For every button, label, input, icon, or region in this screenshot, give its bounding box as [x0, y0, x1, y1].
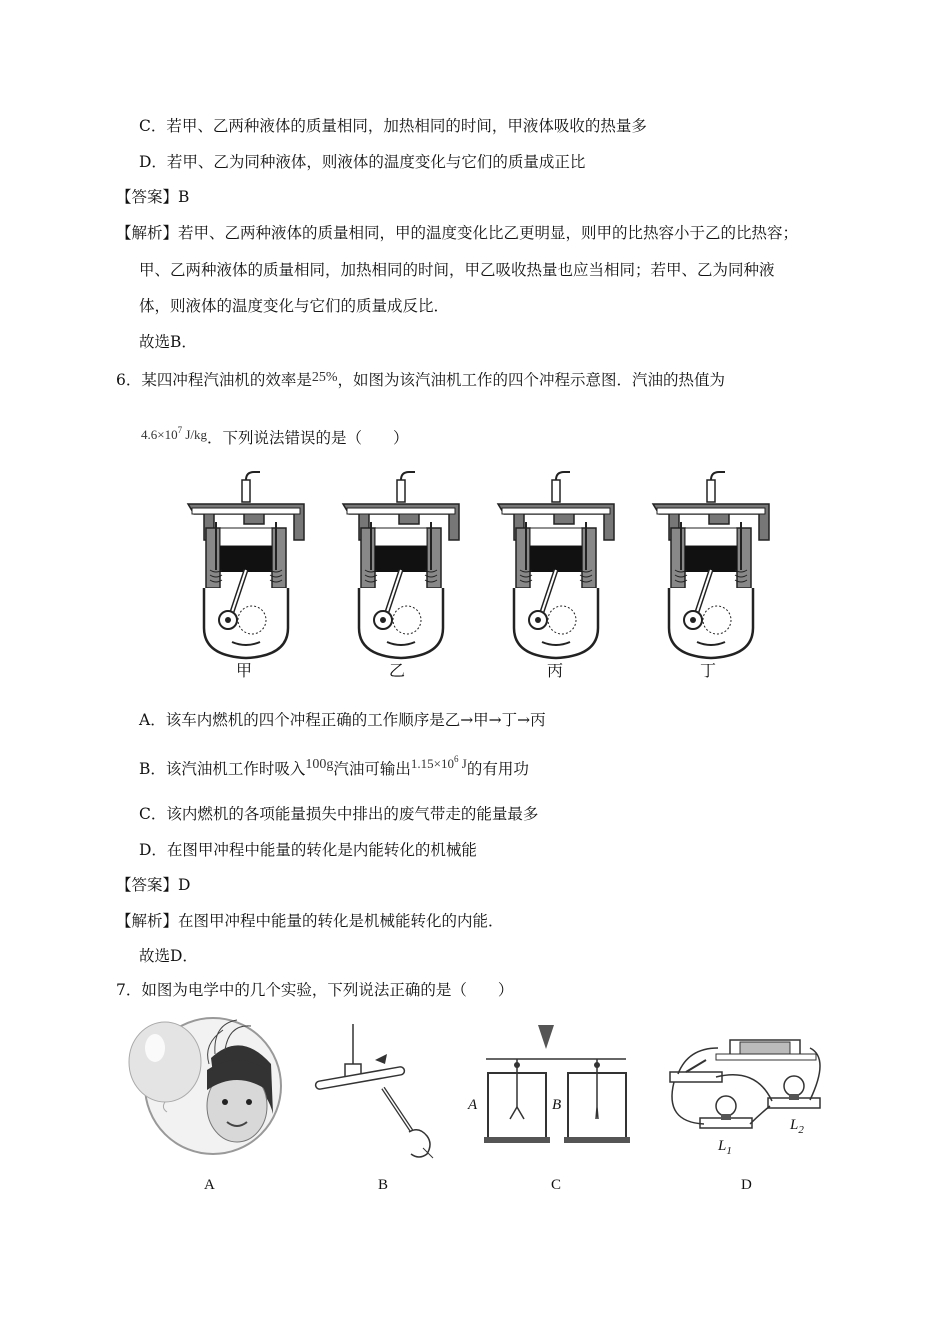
- q5-conclusion: 故选B．: [139, 333, 197, 351]
- engine-bing: [498, 472, 614, 658]
- engine-label-ding: 丁: [700, 661, 717, 680]
- heat-value: [141, 427, 207, 442]
- useful-work-exponent: 6: [454, 754, 459, 764]
- useful-work: [411, 756, 467, 771]
- engine-yi: [343, 472, 459, 658]
- heat-value-base: 4.6×10: [141, 427, 178, 442]
- q6-stem-line2: [141, 420, 409, 448]
- figure-d-circuit: [660, 1030, 830, 1155]
- q5-analysis-line3: 体，则液体的温度变化与它们的质量成反比．: [139, 297, 450, 315]
- q6-option-b-part2: 汽油可输出: [333, 760, 411, 778]
- engine-strokes-figure: [180, 470, 780, 670]
- bulb-l1-sub: 1: [726, 1145, 732, 1157]
- figure-a-balloon-hair: [125, 1010, 285, 1160]
- q6-stem-line1: [116, 368, 725, 390]
- engine-label-jia: 甲: [236, 661, 253, 680]
- figure-label-a: A: [204, 1177, 215, 1193]
- q7-stem: 7．如图为电学中的几个实验，下列说法正确的是（ ）: [116, 981, 514, 999]
- q6-option-b-part3: 的有用功: [466, 760, 529, 778]
- figure-label-b: B: [378, 1177, 389, 1193]
- electroscope-label-b: B: [552, 1097, 562, 1113]
- bulb-label-l1: [718, 1138, 732, 1157]
- figure-label-d: D: [741, 1177, 752, 1193]
- q6-stem-part3: ．下列说法错误的是（ ）: [207, 429, 409, 447]
- q6-conclusion: 故选D．: [139, 947, 198, 965]
- q5-option-d: D．若甲、乙为同种液体，则液体的温度变化与它们的质量成正比: [139, 153, 586, 171]
- q6-stem-part1: 6．某四冲程汽油机的效率是: [116, 371, 312, 389]
- figure-label-c: C: [551, 1177, 562, 1193]
- efficiency-value: 25%: [311, 370, 338, 385]
- bulb-l2-letter: L: [790, 1117, 799, 1133]
- heat-value-exponent: 7: [177, 425, 183, 435]
- q6-option-d: D．在图甲冲程中能量的转化是内能转化的机械能: [139, 841, 477, 859]
- q6-stem-part2: ，如图为该汽油机工作的四个冲程示意图．汽油的热值为: [337, 371, 726, 389]
- engine-ding: [653, 472, 769, 658]
- q5-answer: 【答案】B: [116, 188, 190, 206]
- q5-analysis-line2: 甲、乙两种液体的质量相同，加热相同的时间，甲乙吸收热量也应当相同；若甲、乙为同种液: [139, 261, 775, 279]
- bulb-l2-sub: 2: [798, 1124, 804, 1136]
- bulb-l1-letter: L: [718, 1138, 727, 1154]
- q5-option-c: C．若甲、乙两种液体的质量相同，加热相同的时间，甲液体吸收的热量多: [139, 117, 647, 135]
- useful-work-base: 1.15×10: [410, 756, 455, 771]
- engine-jia: [188, 472, 304, 658]
- figure-b-suspended-rod: [305, 1020, 445, 1165]
- figure-c-electroscopes: [460, 1015, 640, 1150]
- q6-option-b-part1: B．该汽油机工作时吸入: [139, 760, 306, 778]
- q6-option-a: A．该车内燃机的四个冲程正确的工作顺序是乙→甲→丁→丙: [139, 711, 546, 729]
- q6-option-c: C．该内燃机的各项能量损失中排出的废气带走的能量最多: [139, 805, 539, 823]
- electroscope-label-a: A: [468, 1097, 478, 1113]
- q6-answer: 【答案】D: [116, 876, 191, 894]
- engine-label-bing: 丙: [547, 661, 564, 680]
- heat-value-unit: J/kg: [182, 427, 208, 442]
- q6-analysis: 【解析】在图甲冲程中能量的转化是机械能转化的内能．: [116, 912, 504, 930]
- useful-work-unit: J: [458, 756, 467, 771]
- q5-analysis-line1: 【解析】若甲、乙两种液体的质量相同，甲的温度变化比乙更明显，则甲的比热容小于乙的比热容；: [116, 224, 799, 242]
- engine-label-yi: 乙: [389, 661, 406, 680]
- gasoline-mass: 100g: [305, 757, 334, 772]
- q6-option-b: [139, 749, 529, 779]
- bulb-label-l2: [790, 1117, 804, 1136]
